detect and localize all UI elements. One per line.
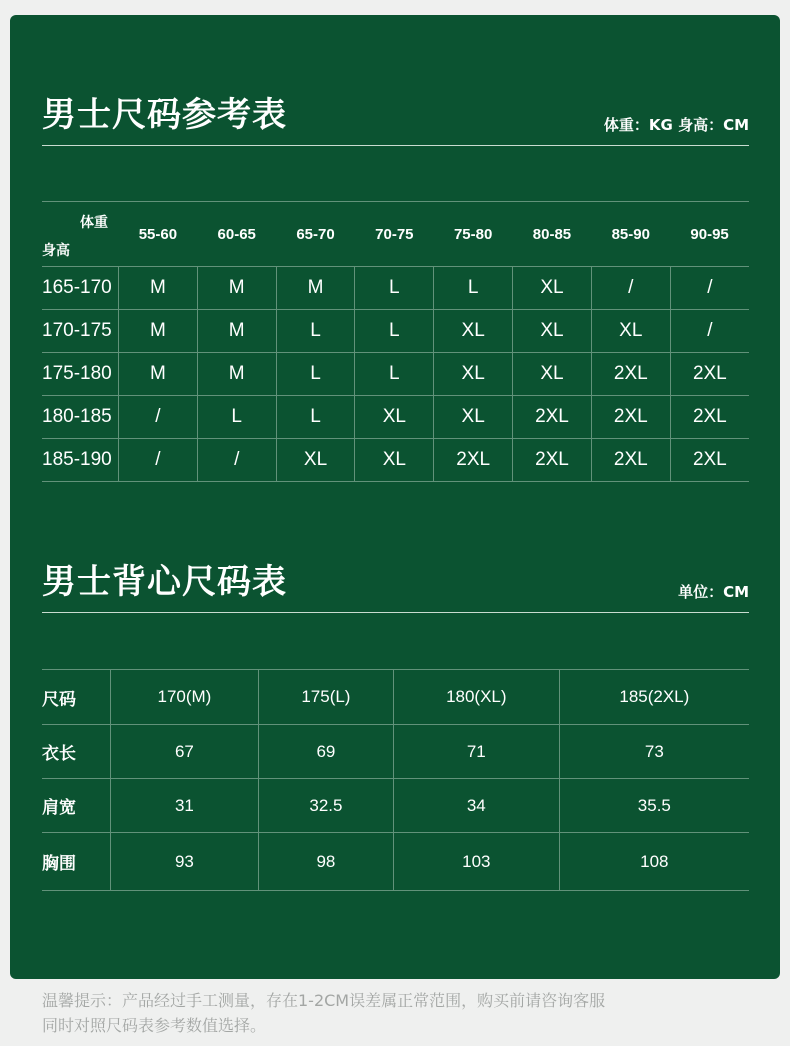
size-cell: 2XL — [670, 439, 749, 482]
size-cell: M — [119, 267, 198, 310]
size-cell: 2XL — [670, 396, 749, 439]
vest-size-header: 175(L) — [258, 670, 393, 725]
vest-size-header: 180(XL) — [393, 670, 559, 725]
vest-header-label: 尺码 — [42, 689, 76, 709]
vest-value-cell: 98 — [258, 833, 393, 891]
corner-cell — [42, 202, 119, 267]
size-cell: 2XL — [513, 439, 592, 482]
size-chart-unit-note: 体重：KG 身高：CM — [603, 116, 749, 134]
weight-column-header: 80-85 — [532, 225, 572, 243]
vest-chart-unit-note: 单位：CM — [678, 583, 749, 601]
vest-size-header: 185(2XL) — [559, 670, 749, 725]
size-chart-divider — [42, 145, 749, 146]
size-cell: L — [434, 267, 513, 310]
size-cell: 2XL — [591, 396, 670, 439]
size-cell: XL — [355, 439, 434, 482]
vest-value-cell: 32.5 — [258, 779, 393, 833]
vest-value-cell: 73 — [559, 725, 749, 779]
size-cell: L — [276, 396, 355, 439]
vest-value-cell: 67 — [111, 725, 259, 779]
size-cell: L — [276, 310, 355, 353]
vest-row-label: 衣长 — [42, 744, 76, 763]
size-cell: / — [119, 439, 198, 482]
vest-value-cell: 93 — [111, 833, 259, 891]
height-row-header: 180-185 — [42, 406, 112, 427]
height-row-header: 185-190 — [42, 449, 112, 470]
weight-column-header: 60-65 — [217, 225, 256, 243]
vest-header-row — [42, 670, 749, 725]
size-cell: L — [355, 310, 434, 353]
vest-value-cell: 34 — [393, 779, 559, 833]
size-cell: XL — [513, 310, 592, 353]
size-cell: M — [197, 310, 276, 353]
size-cell: XL — [591, 310, 670, 353]
size-cell: 2XL — [513, 396, 592, 439]
size-cell: L — [355, 353, 434, 396]
size-cell: XL — [434, 310, 513, 353]
footer-note — [42, 988, 752, 1038]
size-cell: 2XL — [591, 439, 670, 482]
size-cell: XL — [513, 267, 592, 310]
table-row — [42, 396, 749, 439]
size-cell: / — [591, 267, 670, 310]
size-chart-table — [42, 201, 749, 482]
vest-value-cell: 71 — [393, 725, 559, 779]
size-cell: M — [276, 267, 355, 310]
vest-row-label: 胸围 — [42, 854, 76, 873]
size-cell: / — [197, 439, 276, 482]
footer-note-line: 温馨提示：产品经过手工测量，存在1-2CM误差属正常范围，购买前请咨询客服 — [42, 991, 606, 1010]
height-row-header: 165-170 — [42, 277, 112, 298]
table-row — [42, 310, 749, 353]
size-cell: XL — [434, 353, 513, 396]
vest-value-cell: 35.5 — [559, 779, 749, 833]
size-cell: / — [670, 310, 749, 353]
height-row-header: 170-175 — [42, 320, 112, 341]
size-cell: 2XL — [670, 353, 749, 396]
corner-weight-label: 体重 — [80, 214, 108, 230]
size-cell: 2XL — [591, 353, 670, 396]
size-cell: L — [276, 353, 355, 396]
vest-size-header: 170(M) — [111, 670, 259, 725]
table-row — [42, 439, 749, 482]
size-cell: XL — [513, 353, 592, 396]
size-cell: M — [197, 353, 276, 396]
weight-column-header: 75-80 — [453, 225, 493, 243]
weight-column-header: 85-90 — [611, 225, 650, 243]
corner-height-label: 身高 — [42, 242, 70, 258]
size-cell: / — [119, 396, 198, 439]
weight-header-row — [42, 202, 749, 267]
size-cell: XL — [276, 439, 355, 482]
size-cell: 2XL — [434, 439, 513, 482]
size-cell: M — [119, 353, 198, 396]
vest-chart-divider — [42, 612, 749, 613]
weight-column-header: 55-60 — [138, 225, 178, 243]
size-cell: L — [197, 396, 276, 439]
size-cell: / — [670, 267, 749, 310]
vest-chart-title: 男士背心尺码表 — [42, 562, 287, 602]
vest-value-cell: 108 — [559, 833, 749, 891]
table-row — [42, 833, 749, 891]
size-chart-title: 男士尺码参考表 — [42, 95, 287, 135]
size-cell: M — [119, 310, 198, 353]
size-cell: M — [197, 267, 276, 310]
size-cell: XL — [434, 396, 513, 439]
vest-value-cell: 69 — [258, 725, 393, 779]
vest-value-cell: 103 — [393, 833, 559, 891]
weight-column-header: 90-95 — [690, 225, 729, 243]
vest-row-label: 肩宽 — [42, 798, 76, 817]
table-row — [42, 725, 749, 779]
vest-value-cell: 31 — [111, 779, 259, 833]
table-row — [42, 353, 749, 396]
size-cell: XL — [355, 396, 434, 439]
height-row-header: 175-180 — [42, 363, 112, 384]
weight-column-header: 65-70 — [296, 225, 335, 243]
footer-note-line: 同时对照尺码表参考数值选择。 — [42, 1016, 267, 1035]
weight-column-header: 70-75 — [375, 225, 414, 243]
table-row — [42, 779, 749, 833]
table-row — [42, 267, 749, 310]
size-cell: L — [355, 267, 434, 310]
vest-chart-table — [42, 669, 749, 891]
